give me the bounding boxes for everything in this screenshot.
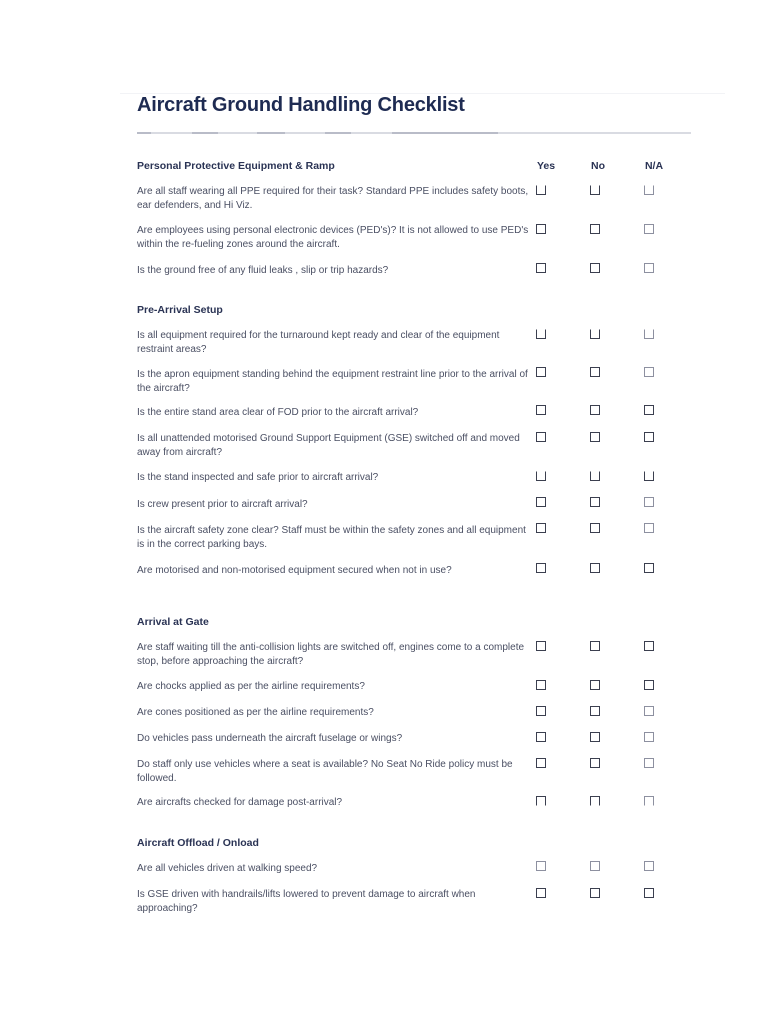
checkbox-na[interactable] — [644, 471, 654, 481]
checkbox-na[interactable] — [644, 861, 654, 871]
question-arrival-1: Are staff waiting till the anti-collision lights are switched off, engines come to a complete stop, before approaching the aircraft? — [137, 642, 525, 667]
checkbox-no[interactable] — [590, 758, 600, 768]
question-pre-arrival-5: Is the stand inspected and safe prior to aircraft arrival? — [137, 472, 379, 483]
checkbox-no[interactable] — [590, 471, 600, 481]
question-pre-arrival-4: Is all unattended motorised Ground Support Equipment (GSE) switched off and moved away from aircraft? — [137, 433, 520, 458]
checkbox-yes[interactable] — [536, 185, 546, 195]
checkbox-yes[interactable] — [536, 471, 546, 481]
checkbox-yes[interactable] — [536, 861, 546, 871]
section-title-pre-arrival: Pre-Arrival Setup — [137, 304, 223, 316]
checkbox-yes[interactable] — [536, 432, 546, 442]
checkbox-no[interactable] — [590, 888, 600, 898]
question-arrival-4: Do vehicles pass underneath the aircraft fuselage or wings? — [137, 733, 403, 744]
checkbox-no[interactable] — [590, 861, 600, 871]
question-pre-arrival-3: Is the entire stand area clear of FOD prior to the aircraft arrival? — [137, 407, 419, 418]
title-divider — [137, 132, 691, 134]
question-pre-arrival-6: Is crew present prior to aircraft arrival? — [137, 499, 308, 510]
checkbox-yes[interactable] — [536, 523, 546, 533]
checkbox-na[interactable] — [644, 706, 654, 716]
question-pre-arrival-1: Is all equipment required for the turnaround kept ready and clear of the equipment restraint areas? — [137, 330, 500, 355]
checkbox-no[interactable] — [590, 563, 600, 573]
question-arrival-3: Are cones positioned as per the airline requirements? — [137, 707, 374, 718]
section-title-arrival: Arrival at Gate — [137, 616, 209, 628]
checkbox-no[interactable] — [590, 367, 600, 377]
question-pre-arrival-7: Is the aircraft safety zone clear? Staff must be within the safety zones and all equipment is in the correct parking bays. — [137, 525, 526, 550]
checkbox-na[interactable] — [644, 888, 654, 898]
checkbox-yes[interactable] — [536, 224, 546, 234]
checkbox-no[interactable] — [590, 497, 600, 507]
question-arrival-6: Are aircrafts checked for damage post-arrival? — [137, 797, 343, 808]
question-ppe-2: Are employees using personal electronic devices (PED's)? It is not allowed to use PED's within the re-fueling zones around the aircraft. — [137, 225, 529, 250]
checkbox-na[interactable] — [644, 497, 654, 507]
question-arrival-2: Are chocks applied as per the airline requirements? — [137, 681, 365, 692]
checkbox-na[interactable] — [644, 367, 654, 377]
question-pre-arrival-8: Are motorised and non-motorised equipment secured when not in use? — [137, 565, 452, 576]
checkbox-yes[interactable] — [536, 732, 546, 742]
page-title: Aircraft Ground Handling Checklist — [137, 94, 465, 116]
checkbox-yes[interactable] — [536, 706, 546, 716]
checkbox-na[interactable] — [644, 523, 654, 533]
question-offload-1: Are all vehicles driven at walking speed? — [137, 863, 318, 874]
checkbox-yes[interactable] — [536, 263, 546, 273]
checkbox-na[interactable] — [644, 405, 654, 415]
checkbox-yes[interactable] — [536, 563, 546, 573]
column-header-no: No — [591, 160, 605, 172]
checkbox-yes[interactable] — [536, 405, 546, 415]
checkbox-yes[interactable] — [536, 796, 546, 806]
checkbox-na[interactable] — [644, 224, 654, 234]
checkbox-yes[interactable] — [536, 367, 546, 377]
column-header-na: N/A — [644, 160, 664, 172]
checkbox-na[interactable] — [644, 758, 654, 768]
checkbox-yes[interactable] — [536, 888, 546, 898]
question-pre-arrival-2: Is the apron equipment standing behind the equipment restraint line prior to the arrival of the aircraft? — [137, 369, 528, 394]
checkbox-na[interactable] — [644, 641, 654, 651]
checkbox-yes[interactable] — [536, 641, 546, 651]
checkbox-na[interactable] — [644, 185, 654, 195]
checkbox-no[interactable] — [590, 796, 600, 806]
checkbox-no[interactable] — [590, 185, 600, 195]
checkbox-na[interactable] — [644, 432, 654, 442]
checkbox-no[interactable] — [590, 732, 600, 742]
column-header-yes: Yes — [536, 160, 556, 172]
checkbox-na[interactable] — [644, 680, 654, 690]
question-ppe-1: Are all staff wearing all PPE required for their task? Standard PPE includes safety boots, ear defenders, and Hi Viz. — [137, 186, 529, 211]
checkbox-yes[interactable] — [536, 329, 546, 339]
question-offload-2: Is GSE driven with handrails/lifts lowered to prevent damage to aircraft when approaching? — [137, 889, 476, 914]
checkbox-no[interactable] — [590, 329, 600, 339]
checkbox-yes[interactable] — [536, 758, 546, 768]
checkbox-yes[interactable] — [536, 680, 546, 690]
checkbox-yes[interactable] — [536, 497, 546, 507]
checkbox-na[interactable] — [644, 796, 654, 806]
checkbox-no[interactable] — [590, 523, 600, 533]
section-title-offload-onload: Aircraft Offload / Onload — [137, 837, 259, 849]
checkbox-no[interactable] — [590, 432, 600, 442]
checkbox-no[interactable] — [590, 263, 600, 273]
checkbox-no[interactable] — [590, 680, 600, 690]
checkbox-na[interactable] — [644, 563, 654, 573]
checkbox-no[interactable] — [590, 405, 600, 415]
checkbox-no[interactable] — [590, 706, 600, 716]
checkbox-no[interactable] — [590, 641, 600, 651]
question-ppe-3: Is the ground free of any fluid leaks , slip or trip hazards? — [137, 265, 389, 276]
checkbox-na[interactable] — [644, 329, 654, 339]
section-title-ppe: Personal Protective Equipment & Ramp — [137, 160, 335, 172]
checkbox-na[interactable] — [644, 263, 654, 273]
question-arrival-5: Do staff only use vehicles where a seat is available? No Seat No Ride policy must be followed. — [137, 759, 513, 784]
checkbox-no[interactable] — [590, 224, 600, 234]
checkbox-na[interactable] — [644, 732, 654, 742]
